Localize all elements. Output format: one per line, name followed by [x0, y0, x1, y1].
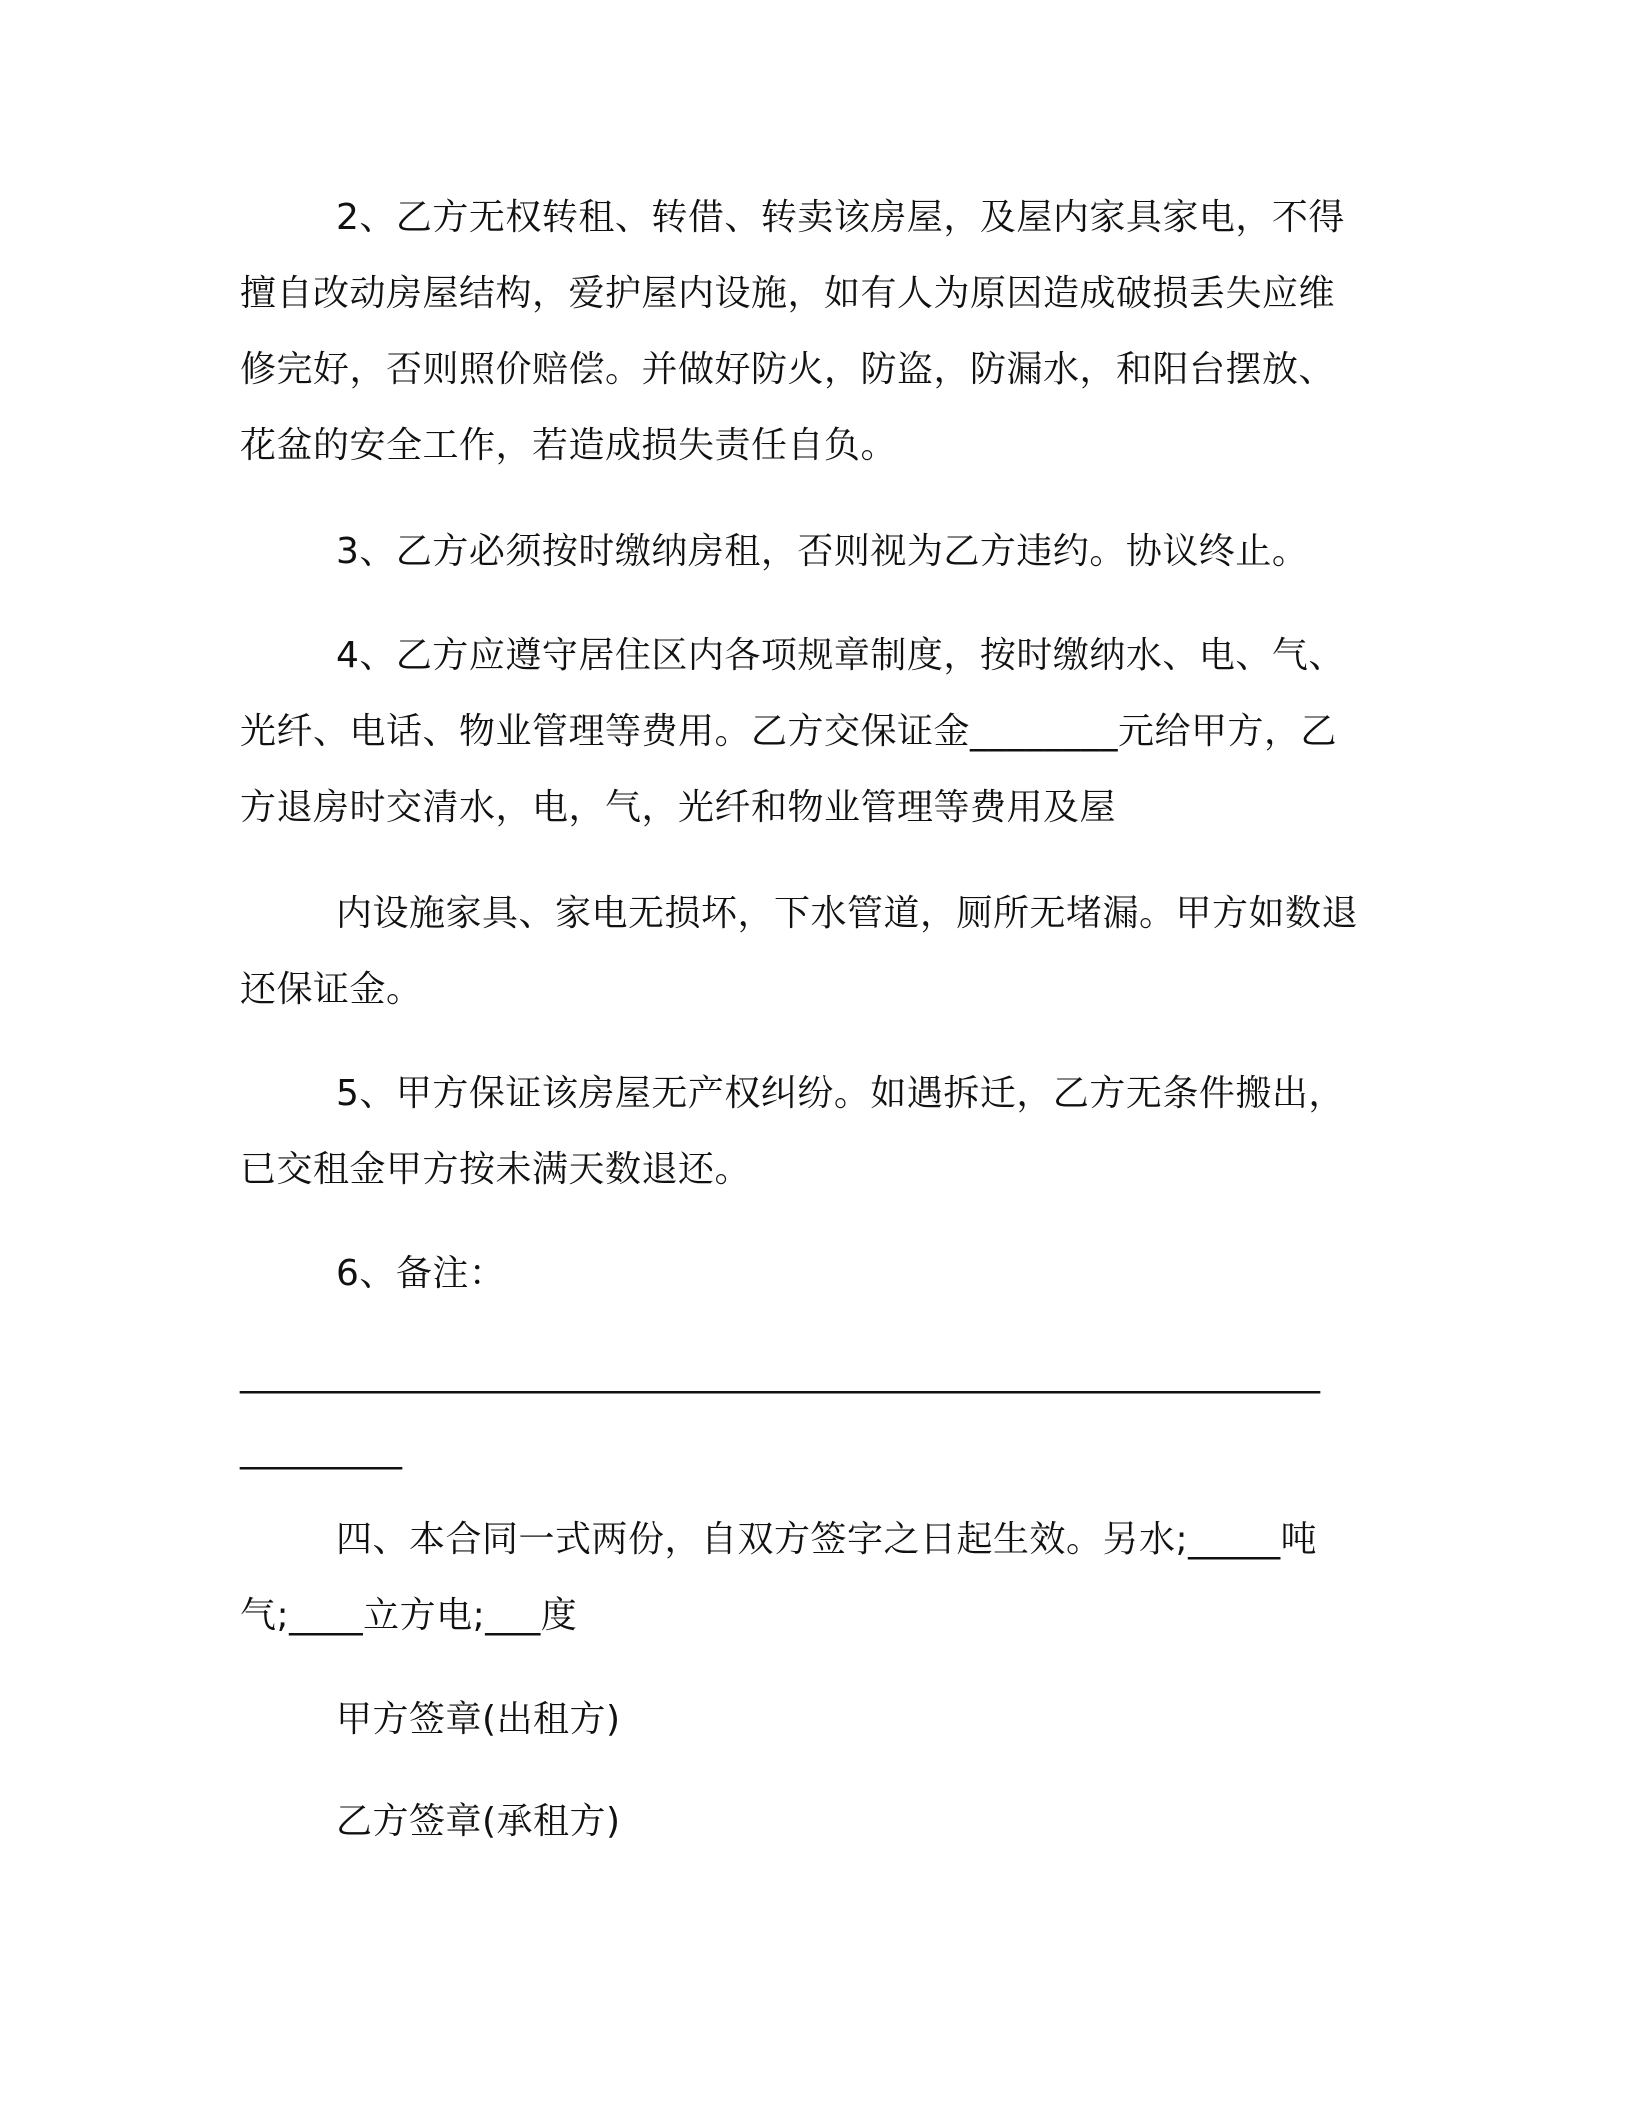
- clause-3-line-1: 3、乙方必须按时缴纳房租，否则视为乙方违约。协议终止。: [336, 531, 1309, 572]
- clause-5: [240, 1056, 1385, 1208]
- signature-party-a-label: 甲方签章(出租方): [336, 1699, 621, 1740]
- document-page: [240, 0, 1385, 2112]
- clause-5-line-2: 已交租金甲方按未满天数退还。: [240, 1149, 752, 1190]
- clause-5-line-1: 5、甲方保证该房屋无产权纠纷。如遇拆迁，乙方无条件搬出，: [336, 1073, 1345, 1114]
- clause-4-line-3: 方退房时交清水，电，气，光纤和物业管理等费用及屋: [240, 787, 1117, 828]
- remarks-blank: [240, 1336, 1385, 1488]
- signature-party-b-label: 乙方签章(承租方): [336, 1801, 621, 1842]
- signature-party-a: [240, 1682, 1385, 1758]
- clause-2-line-1: 2、乙方无权转租、转借、转卖该房屋，及屋内家具家电，不得: [336, 197, 1345, 238]
- clause-3: [240, 514, 1385, 590]
- clause-4-cont-line-2: 还保证金。: [240, 969, 423, 1010]
- section-4-line-1: 四、本合同一式两份，自双方签字之日起生效。另水;_____吨: [336, 1519, 1318, 1560]
- clause-2-line-3: 修完好，否则照价赔偿。并做好防火，防盗，防漏水，和阳台摆放、: [240, 349, 1336, 390]
- clause-4: [240, 618, 1385, 846]
- clause-6: [240, 1236, 1385, 1312]
- clause-4-continued: [240, 876, 1385, 1028]
- clause-2: [240, 180, 1385, 484]
- clause-2-line-4: 花盆的安全工作，若造成损失责任自负。: [240, 425, 898, 466]
- remarks-blank-line-1: ____________________________________________________________: [240, 1353, 1320, 1394]
- clause-4-line-1: 4、乙方应遵守居住区内各项规章制度，按时缴纳水、电、气、: [336, 635, 1345, 676]
- signature-party-b: [240, 1784, 1385, 1860]
- section-4: [240, 1502, 1385, 1654]
- remarks-blank-line-2: _________: [240, 1429, 402, 1470]
- clause-2-line-2: 擅自改动房屋结构，爱护屋内设施，如有人为原因造成破损丢失应维: [240, 273, 1336, 314]
- clause-4-line-2: 光纤、电话、物业管理等费用。乙方交保证金________元给甲方，乙: [240, 711, 1338, 752]
- clause-4-cont-line-1: 内设施家具、家电无损坏，下水管道，厕所无堵漏。甲方如数退: [336, 893, 1359, 934]
- section-4-line-2: 气;____立方电;___度: [240, 1595, 578, 1636]
- clause-6-line-1: 6、备注：: [336, 1253, 506, 1294]
